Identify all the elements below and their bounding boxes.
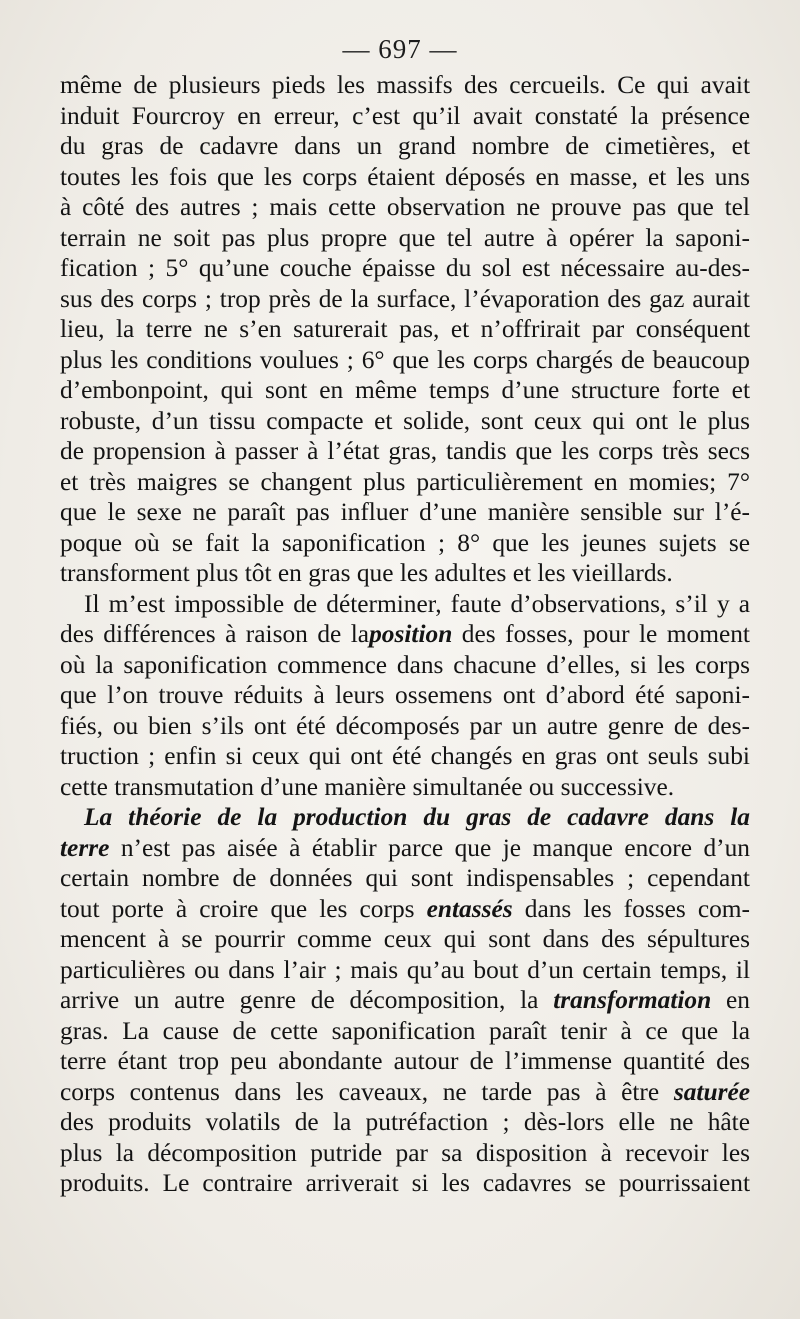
text-line: du gras de cadavre dans un grand nombre de cimetières, et [60, 132, 750, 160]
text-line: où la saponification commence dans chacune d’elles, si les corps [60, 650, 750, 679]
text-line [60, 985, 750, 1016]
text-line: transforment plus tôt en gras que les adultes et les vieillards. [60, 559, 673, 587]
paragraph-text: Il m’est impossible de déterminer, faute d’observations, s’il y a [84, 589, 750, 618]
italic-term: entassés [426, 894, 513, 923]
text-line [60, 619, 750, 650]
text-line [60, 833, 750, 864]
italic-term: transformation [553, 986, 712, 1014]
text-line [60, 1077, 750, 1108]
inline-text: des fosses, pour le moment [452, 620, 750, 648]
inline-text: corps contenus dans les caveaux, ne tarde pas à être [60, 1077, 674, 1106]
text-line: de propension à passer à l’état gras, tandis que les corps très secs [60, 437, 750, 465]
text-line: cette transmutation d’une manière simultanée ou successive. [60, 772, 675, 801]
text-line: terrain ne soit pas plus propre que tel autre à opérer la saponi- [60, 223, 750, 252]
text-line [60, 802, 750, 833]
italic-term: terre [60, 833, 110, 862]
text-line [60, 589, 750, 620]
text-line: terre étant trop peu abondante autour de l’immense quantité des [60, 1047, 750, 1075]
text-line [60, 894, 750, 925]
inline-text: des différences à raison de la [60, 620, 370, 648]
text-line: à côté des autres ; mais cette observation ne prouve pas que tel [60, 193, 750, 221]
text-line: même de plusieurs pieds les massifs des cercueils. Ce qui avait [60, 71, 750, 99]
text-line: plus la décomposition putride par sa disposition à recevoir les [60, 1138, 750, 1167]
inline-text: arrive un autre genre de décomposition, la [60, 986, 554, 1014]
inline-text: en [711, 986, 750, 1014]
text-line: et très maigres se changent plus particulièrement en momies; 7° [60, 467, 750, 496]
text-line: que l’on trouve réduits à leurs ossemens ont d’abord été saponi- [60, 681, 750, 709]
text-line: fication ; 5° qu’une couche épaisse du sol est nécessaire au-des- [60, 254, 750, 282]
text-line: produits. Le contraire arriverait si les cadavres se pourrissaient [60, 1169, 750, 1197]
text-line: induit Fourcroy en erreur, c’est qu’il avait constaté la présence [60, 101, 750, 130]
inline-text: dans les fosses com- [512, 894, 750, 923]
text-line: sus des corps ; trop près de la surface, l’évaporation des gaz aurait [60, 284, 750, 313]
text-line: des produits volatils de la putréfaction ; dès-lors elle ne hâte [60, 1108, 750, 1136]
text-line: mencent à se pourrir comme ceux qui sont dans des sépultures [60, 925, 750, 953]
italic-term: saturée [673, 1077, 750, 1106]
text-line: fiés, ou bien s’ils ont été décomposés par un autre genre de des- [60, 711, 750, 740]
text-line: certain nombre de données qui sont indispensables ; cependant [60, 864, 750, 892]
text-line: poque où se fait la saponification ; 8° que les jeunes sujets se [60, 528, 750, 557]
text-line: truction ; enfin si ceux qui ont été changés en gras ont seuls subi [60, 742, 750, 770]
italic-term: position [369, 620, 453, 648]
text-line: d’embonpoint, qui sont en même temps d’une structure forte et [60, 376, 750, 404]
text-line: toutes les fois que les corps étaient déposés en masse, et les uns [60, 162, 750, 191]
text-line: gras. La cause de cette saponification paraît tenir à ce que la [60, 1016, 750, 1045]
text-line: robuste, d’un tissu compacte et solide, sont ceux qui ont le plus [60, 406, 750, 435]
text-line: particulières ou dans l’air ; mais qu’au bout d’un certain temps, il [60, 955, 750, 984]
text-line: lieu, la terre ne s’en saturerait pas, et n’offrirait par conséquent [60, 315, 750, 343]
page-number: — 697 — [342, 34, 458, 64]
text-line: que le sexe ne paraît pas influer d’une manière sensible sur l’é- [60, 498, 750, 526]
italic-heading: La théorie de la production du gras de cadavre dans la [84, 803, 750, 831]
inline-text: n’est pas aisée à établir parce que je manque encore d’un [109, 833, 750, 862]
inline-text: tout porte à croire que les corps [60, 894, 427, 923]
body-text [60, 70, 750, 1199]
text-line: plus les conditions voulues ; 6° que les corps chargés de beaucoup [60, 345, 750, 374]
